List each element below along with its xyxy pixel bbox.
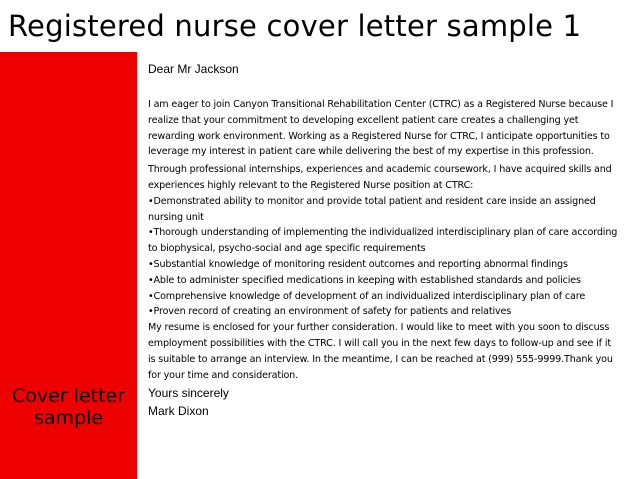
skills-list [148,194,618,320]
cover-letter [148,62,618,419]
list-item: • Thorough understanding of implementing the individualized interdisciplinary plan of care according to biophysical, psycho-social and age specific requirements [148,225,618,257]
letter-paragraph-closing: My resume is enclosed for your further consideration. I would like to meet with you soon to discuss employment possibilities with the CTRC. I will call you in the next few days to follow-up and see if it is suitable to arrange an interview. In the meantime, I can be reached at (999) 555-9999.Thank you for your time and consideration. [148,322,613,381]
list-item: • Demonstrated ability to monitor and provide total patient and resident care inside an assigned nursing unit [148,194,618,226]
sidebar-label-line1: Cover letter [11,385,126,407]
list-item: • Substantial knowledge of monitoring resident outcomes and reporting abnormal findings [148,257,618,273]
sidebar-label-line2: sample [33,407,104,429]
letter-paragraph-experience: Through professional internships, experiences and academic coursework, I have acquired skills and experiences highly relevant to the Registered Nurse position at CTRC: [148,164,612,191]
list-item: • Proven record of creating an environment of safety for patients and relatives [148,304,618,320]
list-item: • Comprehensive knowledge of development of an individualized interdisciplinary plan of care [148,289,618,305]
page-title: Registered nurse cover letter sample 1 [8,9,582,43]
letter-salutation: Dear Mr Jackson [148,62,239,76]
letter-signature: Mark Dixon [148,404,209,419]
letter-paragraph-intro: I am eager to join Canyon Transitional Rehabilitation Center (CTRC) as a Registered Nurse because I realize that your commitment to developing excellent patient care creates a challenging yet rewarding work environment. Working as a Registered Nurse for CTRC, I anticipate opportunities to leverage my interest in patient care while delivering the best of my expertise in this profession. [148,99,614,158]
sidebar-label [0,385,137,429]
list-item: • Able to administer specified medications in keeping with established standards and policies [148,273,618,289]
letter-sign-off: Yours sincerely [148,386,229,401]
